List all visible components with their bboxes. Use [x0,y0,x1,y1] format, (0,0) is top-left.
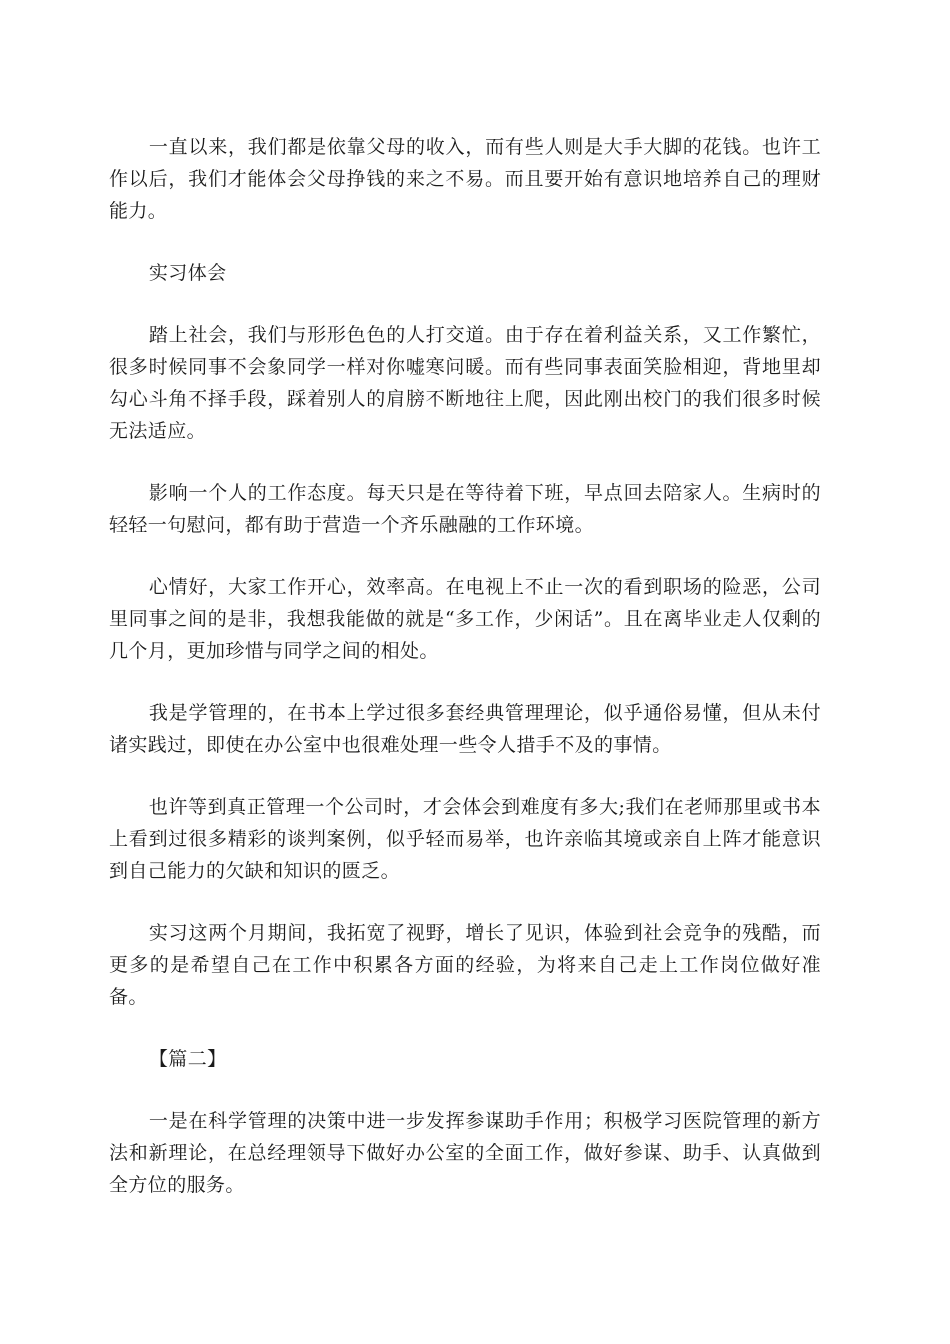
paragraph-work-attitude: 影响一个人的工作态度。每天只是在等待着下班，早点回去陪家人。生病时的轻轻一句慰问，都有助于营造一个齐乐融融的工作环境。 [109,482,821,536]
paragraph-management-study: 我是学管理的，在书本上学过很多套经典管理理论，似乎通俗易懂，但从未付诸实践过，即使在办公室中也很难处理一些令人措手不及的事情。 [109,702,821,756]
paragraph-parental-income: 一直以来，我们都是依靠父母的收入，而有些人则是大手大脚的花钱。也许工作以后，我们才能体会父母挣钱的来之不易。而且要开始有意识地培养自己的理财能力。 [109,136,821,222]
section-heading-part-two: 【篇二】 [148,1048,227,1070]
paragraph-entering-society: 踏上社会，我们与形形色色的人打交道。由于存在着利益关系，又工作繁忙，很多时候同事不会象同学一样对你嘘寒问暖。而有些同事表面笑脸相迎，背地里却勾心斗角不择手段，踩着别人的肩膀不断地往上爬，因此刚出校门的我们很多时候无法适应。 [109,324,821,442]
paragraph-scientific-management: 一是在科学管理的决策中进一步发挥参谋助手作用；积极学习医院管理的新方法和新理论，在总经理领导下做好办公室的全面工作，做好参谋、助手、认真做到全方位的服务。 [109,1110,821,1196]
document-body [109,131,821,1231]
paragraph-two-months: 实习这两个月期间，我拓宽了视野，增长了见识，体验到社会竞争的残酷，而更多的是希望自己在工作中积累各方面的经验，为将来自己走上工作岗位做好准备。 [109,922,821,1008]
section-heading-internship-experience: 实习体会 [148,262,227,284]
paragraph-real-management: 也许等到真正管理一个公司时，才会体会到难度有多大;我们在老师那里或书本上看到过很多精彩的谈判案例，似乎轻而易举，也许亲临其境或亲自上阵才能意识到自己能力的欠缺和知识的匮乏。 [109,796,821,882]
paragraph-good-mood: 心情好，大家工作开心，效率高。在电视上不止一次的看到职场的险恶，公司里同事之间的是非，我想我能做的就是“多工作，少闲话”。且在离毕业走人仅剩的几个月，更加珍惜与同学之间的相处。 [109,576,821,662]
